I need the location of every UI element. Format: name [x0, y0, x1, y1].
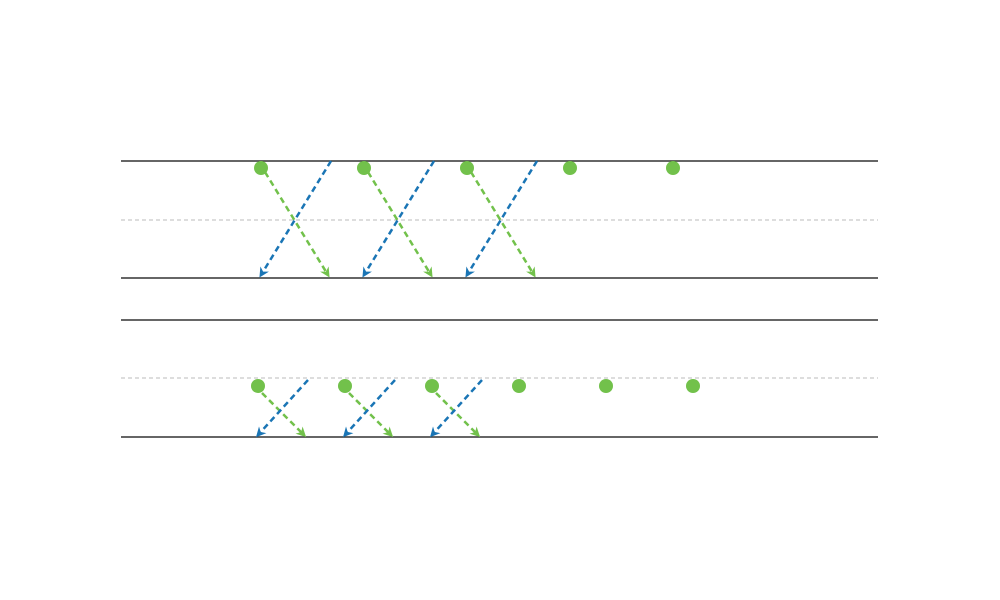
lower-panel: [121, 320, 878, 437]
blue-dashed-arrow: [258, 380, 308, 435]
green-dashed-arrow: [368, 172, 431, 275]
green-dot: [357, 161, 371, 175]
green-dot: [686, 379, 700, 393]
blue-dashed-arrow: [467, 161, 537, 275]
green-dashed-arrow: [265, 172, 328, 275]
green-dot: [338, 379, 352, 393]
green-dot: [599, 379, 613, 393]
green-dot: [666, 161, 680, 175]
blue-dashed-arrow: [364, 161, 434, 275]
green-dashed-arrow: [262, 393, 304, 435]
green-dashed-arrow: [436, 393, 478, 435]
green-dot: [251, 379, 265, 393]
blue-dashed-arrow: [345, 380, 395, 435]
green-dot: [425, 379, 439, 393]
green-dashed-arrow: [471, 172, 534, 275]
green-dot: [563, 161, 577, 175]
green-dashed-arrow: [349, 393, 391, 435]
blue-dashed-arrow: [261, 161, 331, 275]
panels-layer: [121, 161, 878, 437]
upper-panel: [121, 161, 878, 278]
green-dot: [460, 161, 474, 175]
blue-dashed-arrow: [432, 380, 482, 435]
green-dot: [512, 379, 526, 393]
green-dot: [254, 161, 268, 175]
